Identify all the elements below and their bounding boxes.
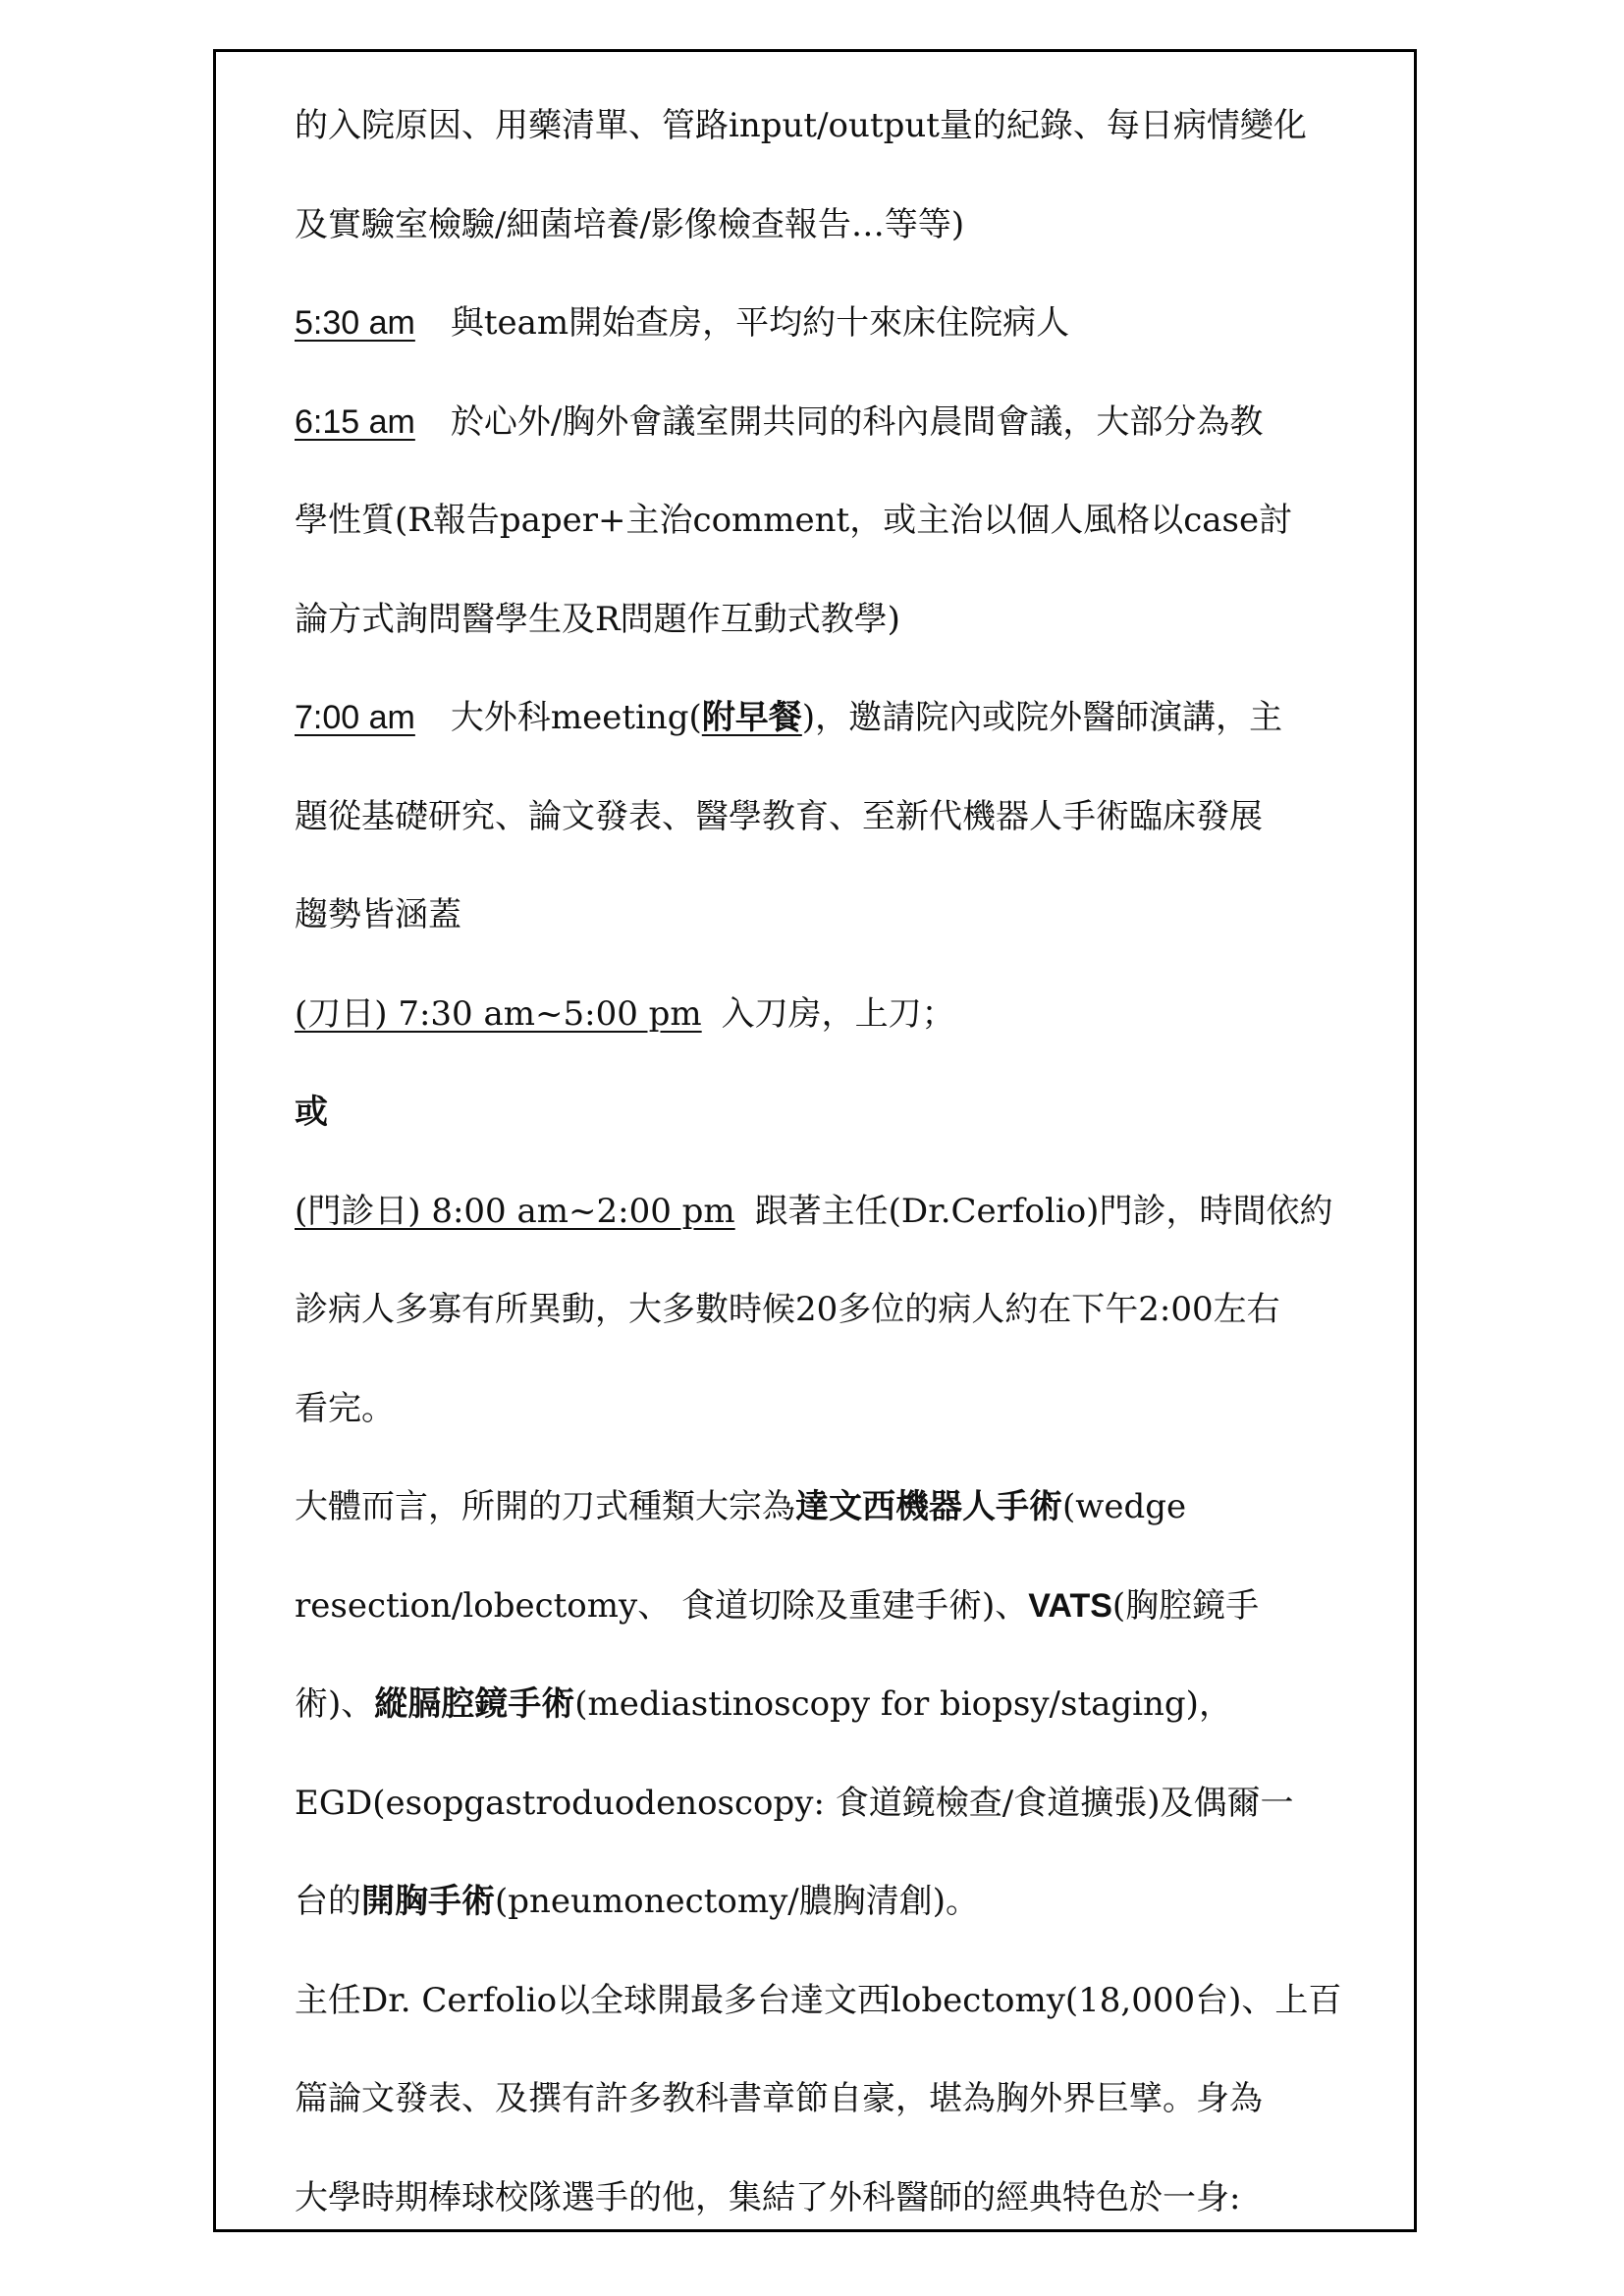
time-label: (門診日) 8:00 am~2:00 pm	[295, 1191, 735, 1231]
text: 診病人多寡有所異動，大多數時候20多位的病人約在下午2:00左右	[295, 1290, 1280, 1329]
text: 主任Dr. Cerfolio以全球開最多台達文西lobectomy(18,000台)、上百	[295, 1980, 1342, 2020]
text-line	[295, 1852, 1414, 1951]
text-line	[295, 1260, 1414, 1360]
text-line	[295, 570, 1414, 669]
emphasis-text: 縱膈腔鏡手術	[374, 1684, 575, 1724]
time-label: 6:15 am	[295, 402, 415, 441]
text: 論方式詢問醫學生及R問題作互動式教學)	[295, 599, 900, 639]
text-line	[295, 768, 1414, 867]
text: 及實驗室檢驗/細菌培養/影像檢查報告…等等)	[295, 204, 965, 244]
time-label: 7:00 am	[295, 699, 415, 736]
text-line	[295, 866, 1414, 965]
text: 學性質(R報告paper+主治comment，或主治以個人風格以case討	[295, 501, 1293, 540]
text: 與team開始查房，平均約十來床住院病人	[450, 303, 1070, 343]
text-line	[295, 1063, 1414, 1162]
text: )，邀請院內或院外醫師演講，主	[801, 698, 1283, 737]
emphasis-text: 達文西機器人手術	[795, 1487, 1062, 1526]
emphasis-text: 開胸手術	[361, 1882, 495, 1921]
text: 入刀房，上刀；	[721, 993, 955, 1034]
text: resection/lobectomy、 食道切除及重建手術)、	[295, 1585, 1029, 1626]
text: 術)、	[295, 1684, 375, 1724]
text: 的入院原因、用藥清單、管路input/output量的紀錄、每日病情變化	[295, 106, 1307, 145]
text-line	[295, 471, 1414, 570]
emphasis-text: VATS	[1028, 1586, 1112, 1625]
text: 跟著主任(Dr.Cerfolio)門診，時間依約	[754, 1191, 1333, 1231]
text: (pneumonectomy/膿胸清創)。	[495, 1882, 980, 1921]
text-line	[295, 176, 1414, 275]
text: 看完。	[295, 1388, 395, 1428]
schedule-line	[295, 668, 1414, 768]
text-line	[295, 1754, 1414, 1853]
text: 大學時期棒球校隊選手的他，集結了外科醫師的經典特色於一身:	[295, 2177, 1241, 2217]
text: (胸腔鏡手	[1111, 1585, 1260, 1626]
document-body	[295, 77, 1414, 2247]
schedule-line	[295, 1162, 1414, 1261]
text-line	[295, 1655, 1414, 1754]
emphasis-text: 附早餐	[701, 698, 802, 737]
text-line	[295, 1360, 1414, 1459]
text: 於心外/胸外會議室開共同的科內晨間會議，大部分為教	[450, 401, 1264, 442]
emphasis-text: 或	[295, 1093, 328, 1132]
schedule-line	[295, 373, 1414, 472]
text: EGD(esopgastroduodenoscopy: 食道鏡檢查/食道擴張)及偶爾一	[295, 1783, 1294, 1823]
time-label: 5:30 am	[295, 304, 415, 342]
text-line	[295, 2149, 1414, 2248]
text-line	[295, 1951, 1414, 2051]
text-line	[295, 2050, 1414, 2149]
text: (mediastinoscopy for biopsy/staging)，	[574, 1684, 1232, 1724]
time-label: (刀日) 7:30 am~5:00 pm	[295, 993, 702, 1034]
schedule-line	[295, 274, 1414, 373]
text-line	[295, 1458, 1414, 1557]
text: 台的	[295, 1882, 361, 1921]
text: 大體而言，所開的刀式種類大宗為	[295, 1487, 795, 1526]
text-line	[295, 1557, 1414, 1656]
text: 題從基礎研究、論文發表、醫學教育、至新代機器人手術臨床發展	[295, 796, 1263, 836]
text: 篇論文發表、及撰有許多教科書章節自豪，堪為胸外界巨擘。身為	[295, 2079, 1263, 2118]
text-line	[295, 77, 1414, 176]
schedule-line	[295, 965, 1414, 1064]
text: 大外科meeting(	[450, 698, 702, 737]
text: 趨勢皆涵蓋	[295, 895, 461, 934]
text: (wedge	[1062, 1487, 1187, 1526]
